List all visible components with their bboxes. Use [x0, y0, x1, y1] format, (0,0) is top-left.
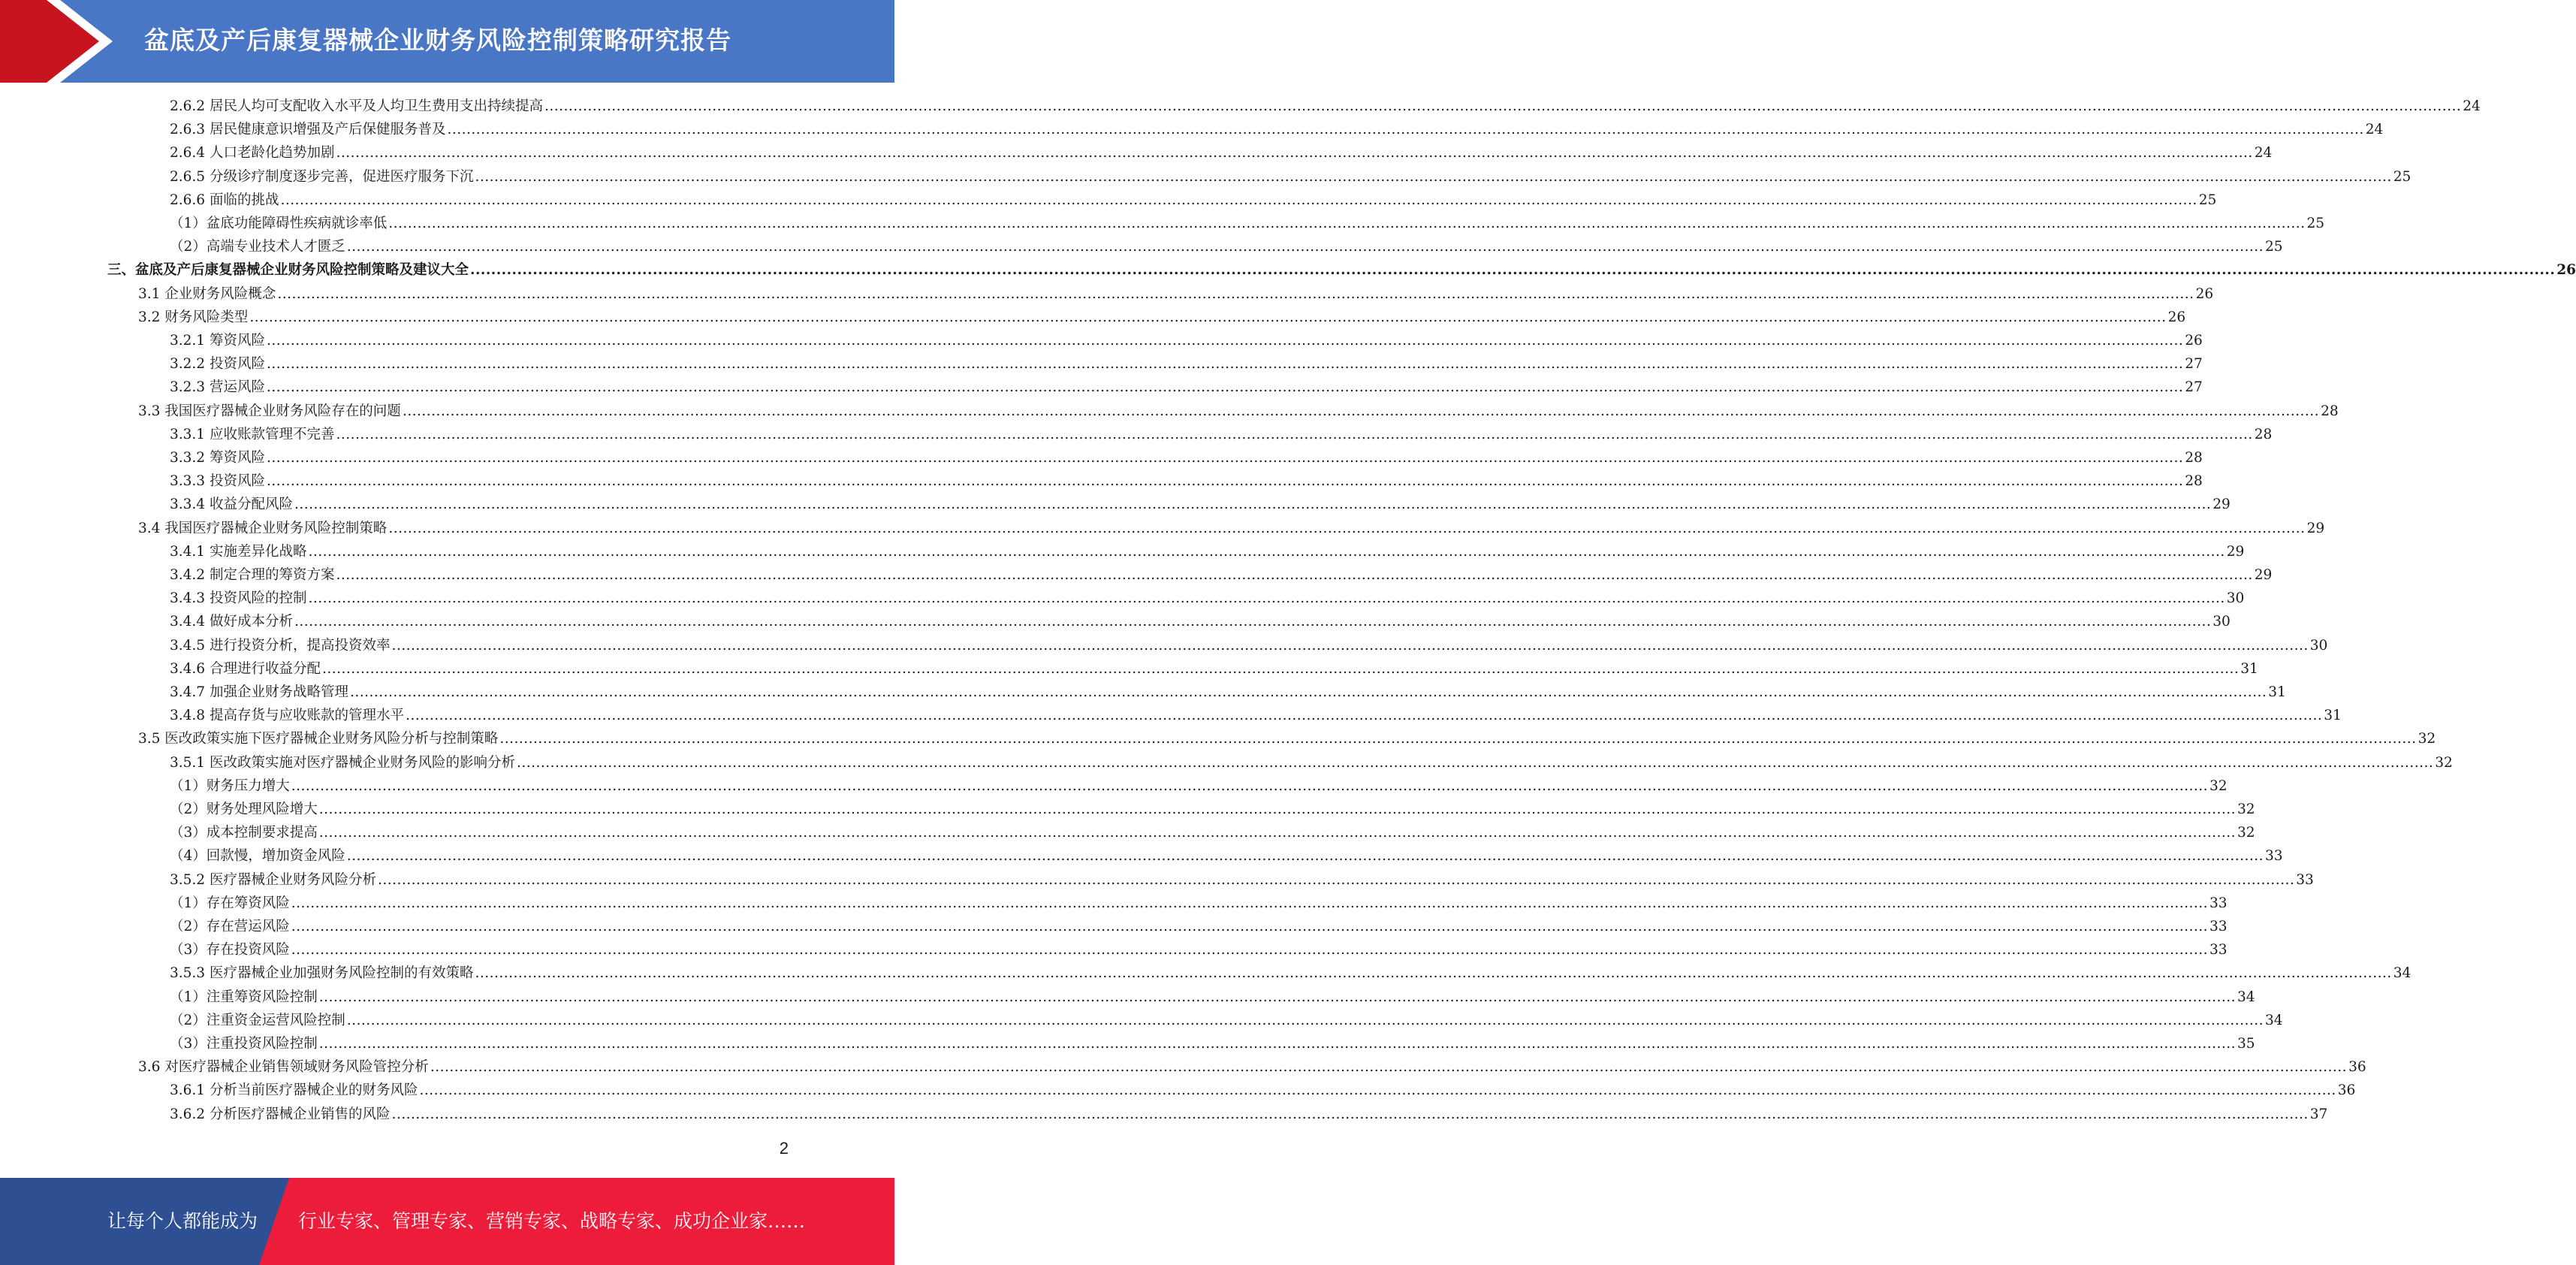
toc-entry[interactable]	[170, 376, 2203, 399]
toc-dot-leader: ................................................................................................................................................................................................................................................................................................................................................................................................................	[336, 567, 2253, 583]
toc-entry-page: 30	[2226, 590, 2245, 607]
toc-entry[interactable]	[170, 446, 2203, 469]
toc-dot-leader: ................................................................................................................................................................................................................................................................................................................................................................................................................	[405, 708, 2323, 724]
toc-entry-title: （3）存在投资风险	[170, 942, 290, 959]
toc-entry[interactable]	[170, 563, 2273, 587]
toc-entry-title: 3.6.1 分析当前医疗器械企业的财务风险	[170, 1082, 418, 1099]
toc-entry-title: 3.3 我国医疗器械企业财务风险存在的问题	[138, 403, 401, 419]
toc-entry-page: 32	[2435, 754, 2453, 771]
toc-dot-leader: ................................................................................................................................................................................................................................................................................................................................................................................................................	[470, 262, 2556, 279]
toc-entry[interactable]	[170, 540, 2245, 563]
toc-dot-leader: ................................................................................................................................................................................................................................................................................................................................................................................................................	[291, 777, 2209, 794]
toc-dot-leader: ................................................................................................................................................................................................................................................................................................................................................................................................................	[318, 1036, 2237, 1052]
toc-entry-page: 33	[2210, 919, 2228, 934]
toc-dot-leader: ................................................................................................................................................................................................................................................................................................................................................................................................................	[391, 1106, 2309, 1122]
toc-entry-title: 3.4.1 实施差异化战略	[170, 543, 307, 560]
toc-entry-title: 3.4.7 加强企业财务战略管理	[170, 684, 348, 700]
toc-entry-title: （1）盆底功能障碍性疾病就诊率低	[170, 216, 388, 231]
toc-entry-page: 29	[2213, 497, 2231, 513]
toc-entry-page: 28	[2321, 403, 2339, 419]
toc-entry-title: 3.2.3 营运风险	[170, 379, 265, 396]
toc-entry[interactable]	[170, 821, 2255, 844]
toc-dot-leader: ................................................................................................................................................................................................................................................................................................................................................................................................................	[419, 1082, 2336, 1099]
toc-dot-leader: ................................................................................................................................................................................................................................................................................................................................................................................................................	[516, 754, 2434, 771]
toc-entry-page: 25	[2198, 192, 2217, 208]
toc-entry[interactable]	[170, 329, 2203, 352]
toc-entry-page: 25	[2265, 239, 2283, 255]
toc-dot-leader: ................................................................................................................................................................................................................................................................................................................................................................................................................	[391, 637, 2309, 654]
toc-entry-title: 3.4 我国医疗器械企业财务风险控制策略	[138, 520, 388, 536]
page-footer	[0, 1178, 894, 1265]
toc-entry-page: 27	[2185, 379, 2203, 396]
toc-entry-page: 27	[2185, 356, 2203, 373]
toc-entry-title: 3.2.2 投资风险	[170, 356, 265, 373]
toc-entry-page: 28	[2185, 473, 2203, 490]
toc-dot-leader: ................................................................................................................................................................................................................................................................................................................................................................................................................	[318, 989, 2237, 1005]
toc-entry[interactable]	[138, 727, 2436, 750]
toc-entry-page: 37	[2309, 1106, 2328, 1122]
toc-entry-page: 34	[2393, 965, 2412, 982]
toc-entry-page: 28	[2185, 450, 2203, 466]
toc-entry[interactable]	[170, 962, 2412, 985]
toc-entry[interactable]	[170, 165, 2412, 189]
toc-entry-page: 36	[2337, 1082, 2356, 1099]
toc-entry[interactable]	[170, 798, 2255, 821]
toc-entry[interactable]	[138, 1055, 2366, 1079]
toc-entry-page: 35	[2237, 1036, 2255, 1052]
toc-entry[interactable]	[170, 634, 2328, 657]
toc-dot-leader: ................................................................................................................................................................................................................................................................................................................................................................................................................	[430, 1059, 2348, 1076]
toc-entry[interactable]	[170, 118, 2384, 141]
toc-entry[interactable]	[170, 235, 2283, 258]
toc-dot-leader: ................................................................................................................................................................................................................................................................................................................................................................................................................	[544, 98, 2462, 114]
toc-entry[interactable]	[170, 95, 2481, 118]
toc-entry-title: 2.6.3 居民健康意识增强及产后保健服务普及	[170, 122, 446, 138]
toc-entry[interactable]	[170, 844, 2283, 868]
toc-entry-title: 3.5.3 医疗器械企业加强财务风险控制的有效策略	[170, 965, 474, 982]
toc-entry-title: 3.3.3 投资风险	[170, 473, 265, 490]
toc-dot-leader: ................................................................................................................................................................................................................................................................................................................................................................................................................	[377, 871, 2295, 888]
toc-entry[interactable]	[170, 892, 2228, 915]
toc-entry-title: 2.6.4 人口老龄化趋势加剧	[170, 145, 335, 162]
toc-dot-leader: ................................................................................................................................................................................................................................................................................................................................................................................................................	[266, 379, 2184, 396]
toc-entry[interactable]	[170, 1032, 2255, 1055]
toc-entry[interactable]	[170, 469, 2203, 493]
toc-entry-page: 28	[2254, 426, 2273, 442]
toc-entry[interactable]	[170, 657, 2258, 681]
footer-slogan-right: 行业专家、管理专家、营销专家、战略专家、成功企业家……	[298, 1210, 806, 1232]
toc-entry[interactable]	[138, 400, 2339, 423]
toc-entry[interactable]	[170, 1079, 2356, 1102]
toc-entry-title: （3）成本控制要求提高	[170, 825, 318, 841]
toc-dot-leader: ................................................................................................................................................................................................................................................................................................................................................................................................................	[266, 473, 2184, 490]
footer-slogan-left: 让每个人都能成为	[107, 1210, 258, 1232]
toc-entry-title: 3.4.8 提高存货与应收账款的管理水平	[170, 708, 404, 724]
toc-entry-title: 3.4.5 进行投资分析，提高投资效率	[170, 637, 391, 654]
toc-dot-leader: ................................................................................................................................................................................................................................................................................................................................................................................................................	[266, 333, 2184, 349]
toc-entry[interactable]	[170, 938, 2228, 962]
toc-entry-page: 30	[2213, 614, 2231, 630]
toc-entry-page: 31	[2324, 708, 2342, 724]
toc-entry-title: （1）存在筹资风险	[170, 895, 290, 911]
toc-dot-leader: ................................................................................................................................................................................................................................................................................................................................................................................................................	[475, 965, 2392, 982]
toc-entry-page: 33	[2210, 895, 2228, 911]
report-title: 盆底及产后康复器械企业财务风险控制策略研究报告	[144, 26, 731, 55]
toc-entry-title: （4）回款慢，增加资金风险	[170, 848, 345, 865]
toc-entry[interactable]	[138, 282, 2214, 306]
toc-entry-title: 3.5.1 医改政策实施对医疗器械企业财务风险的影响分析	[170, 754, 515, 771]
toc-entry-title: 3.5.2 医疗器械企业财务风险分析	[170, 871, 376, 888]
toc-dot-leader: ................................................................................................................................................................................................................................................................................................................................................................................................................	[475, 168, 2392, 185]
toc-entry-page: 26	[2556, 262, 2576, 279]
toc-entry-page: 24	[2463, 98, 2481, 114]
toc-entry-title: （2）存在营运风险	[170, 919, 290, 934]
toc-dot-leader: ................................................................................................................................................................................................................................................................................................................................................................................................................	[349, 684, 2267, 700]
toc-entry[interactable]	[138, 306, 2186, 329]
toc-entry-title: 3.4.4 做好成本分析	[170, 614, 293, 630]
toc-dot-leader: ................................................................................................................................................................................................................................................................................................................................................................................................................	[402, 403, 2320, 419]
toc-entry[interactable]	[170, 610, 2231, 633]
toc-entry-title: 三、盆底及产后康复器械企业财务风险控制策略及建议大全	[107, 262, 469, 279]
toc-entry[interactable]	[170, 141, 2273, 165]
toc-dot-leader: ................................................................................................................................................................................................................................................................................................................................................................................................................	[291, 919, 2209, 934]
toc-dot-leader: ................................................................................................................................................................................................................................................................................................................................................................................................................	[249, 309, 2167, 325]
toc-entry-page: 33	[2265, 848, 2283, 865]
toc-dot-leader: ................................................................................................................................................................................................................................................................................................................................................................................................................	[318, 825, 2237, 841]
toc-entry[interactable]	[170, 352, 2203, 376]
toc-entry-page: 33	[2210, 942, 2228, 959]
toc-entry[interactable]	[170, 423, 2273, 446]
toc-dot-leader: ................................................................................................................................................................................................................................................................................................................................................................................................................	[308, 590, 2225, 607]
toc-entry[interactable]	[170, 986, 2255, 1009]
toc-entry[interactable]	[107, 258, 2576, 282]
toc-entry-page: 34	[2265, 1012, 2283, 1028]
toc-entry[interactable]	[138, 517, 2325, 540]
toc-dot-leader: ................................................................................................................................................................................................................................................................................................................................................................................................................	[499, 731, 2417, 747]
toc-entry-title: 3.4.3 投资风险的控制	[170, 590, 307, 607]
toc-entry-title: 3.4.2 制定合理的筹资方案	[170, 567, 335, 583]
toc-entry-page: 33	[2296, 871, 2314, 888]
toc-entry-page: 32	[2237, 825, 2255, 841]
toc-dot-leader: ................................................................................................................................................................................................................................................................................................................................................................................................................	[336, 145, 2253, 162]
toc-entry-page: 25	[2306, 216, 2325, 231]
toc-entry-page: 26	[2167, 309, 2186, 325]
toc-entry-title: （1）注重筹资风险控制	[170, 989, 318, 1005]
header-red-arrow	[0, 0, 113, 83]
toc-entry-page: 24	[2254, 145, 2273, 162]
toc-entry-page: 31	[2240, 660, 2258, 677]
toc-dot-leader: ................................................................................................................................................................................................................................................................................................................................................................................................................	[388, 216, 2306, 231]
toc-entry-title: 2.6.2 居民人均可支配收入水平及人均卫生费用支出持续提高	[170, 98, 543, 114]
toc-entry[interactable]	[170, 704, 2342, 727]
toc-dot-leader: ................................................................................................................................................................................................................................................................................................................................................................................................................	[346, 1012, 2264, 1028]
toc-dot-leader: ................................................................................................................................................................................................................................................................................................................................................................................................................	[336, 426, 2253, 442]
toc-entry-page: 30	[2309, 637, 2328, 654]
toc-entry-title: 3.6 对医疗器械企业销售领域财务风险管控分析	[138, 1059, 429, 1076]
toc-entry-title: （2）注重资金运营风险控制	[170, 1012, 345, 1028]
toc-dot-leader: ................................................................................................................................................................................................................................................................................................................................................................................................................	[280, 192, 2197, 208]
toc-entry-title: 3.2.1 筹资风险	[170, 333, 265, 349]
toc-entry-title: （1）财务压力增大	[170, 777, 290, 794]
toc-entry-page: 32	[2418, 731, 2436, 747]
toc-entry[interactable]	[170, 915, 2228, 938]
toc-entry-page: 31	[2268, 684, 2286, 700]
toc-entry-page: 32	[2210, 777, 2228, 794]
toc-entry[interactable]	[170, 587, 2245, 610]
toc-entry[interactable]	[170, 868, 2314, 892]
page-number: 2	[779, 1139, 789, 1158]
toc-dot-leader: ................................................................................................................................................................................................................................................................................................................................................................................................................	[346, 848, 2264, 865]
toc-dot-leader: ................................................................................................................................................................................................................................................................................................................................................................................................................	[388, 520, 2306, 536]
toc-entry-page: 34	[2237, 989, 2255, 1005]
toc-entry-title: 3.6.2 分析医疗器械企业销售的风险	[170, 1106, 391, 1122]
toc-entry[interactable]	[170, 212, 2325, 235]
toc-dot-leader: ................................................................................................................................................................................................................................................................................................................................................................................................................	[266, 450, 2184, 466]
toc-entry-page: 26	[2185, 333, 2203, 349]
toc-dot-leader: ................................................................................................................................................................................................................................................................................................................................................................................................................	[294, 614, 2212, 630]
toc-dot-leader: ................................................................................................................................................................................................................................................................................................................................................................................................................	[291, 895, 2209, 911]
toc-dot-leader: ................................................................................................................................................................................................................................................................................................................................................................................................................	[321, 660, 2240, 677]
toc-dot-leader: ................................................................................................................................................................................................................................................................................................................................................................................................................	[291, 942, 2209, 959]
page-header	[0, 0, 894, 83]
toc-entry-page: 29	[2306, 520, 2325, 536]
toc-entry-title: 3.5 医改政策实施下医疗器械企业财务风险分析与控制策略	[138, 731, 499, 747]
toc-entry-page: 32	[2237, 802, 2255, 817]
toc-entry-title: 3.1 企业财务风险概念	[138, 285, 276, 302]
toc-entry[interactable]	[170, 189, 2217, 212]
toc-entry-page: 26	[2195, 285, 2214, 302]
toc-dot-leader: ................................................................................................................................................................................................................................................................................................................................................................................................................	[318, 802, 2237, 817]
toc-dot-leader: ................................................................................................................................................................................................................................................................................................................................................................................................................	[266, 356, 2184, 373]
toc-entry-title: 2.6.6 面临的挑战	[170, 192, 279, 208]
toc-entry[interactable]	[170, 774, 2228, 798]
toc-entry[interactable]	[170, 751, 2453, 774]
toc-entry-page: 25	[2393, 168, 2412, 185]
toc-entry-title: （2）高端专业技术人才匮乏	[170, 239, 345, 255]
toc-entry-page: 36	[2348, 1059, 2366, 1076]
toc-dot-leader: ................................................................................................................................................................................................................................................................................................................................................................................................................	[346, 239, 2264, 255]
toc-entry[interactable]	[170, 1009, 2283, 1032]
toc-entry-page: 29	[2254, 567, 2273, 583]
toc-entry-title: 3.3.1 应收账款管理不完善	[170, 426, 335, 442]
toc-entry-title: （3）注重投资风险控制	[170, 1036, 318, 1052]
toc-entry[interactable]	[170, 681, 2286, 704]
toc-entry-page: 29	[2226, 543, 2245, 560]
toc-dot-leader: ................................................................................................................................................................................................................................................................................................................................................................................................................	[277, 285, 2194, 302]
toc-dot-leader: ................................................................................................................................................................................................................................................................................................................................................................................................................	[294, 497, 2212, 513]
toc-dot-leader: ................................................................................................................................................................................................................................................................................................................................................................................................................	[308, 543, 2225, 560]
toc-entry-title: 3.4.6 合理进行收益分配	[170, 660, 321, 677]
toc-entry-title: 2.6.5 分级诊疗制度逐步完善，促进医疗服务下沉	[170, 168, 474, 185]
toc-entry-title: 3.3.2 筹资风险	[170, 450, 265, 466]
toc-entry[interactable]	[170, 493, 2231, 516]
toc-entry-title: 3.2 财务风险类型	[138, 309, 249, 325]
toc-entry-page: 24	[2365, 122, 2384, 138]
toc-entry-title: （2）财务处理风险增大	[170, 802, 318, 817]
toc-dot-leader: ................................................................................................................................................................................................................................................................................................................................................................................................................	[447, 122, 2364, 138]
toc-entry-title: 3.3.4 收益分配风险	[170, 497, 293, 513]
toc-entry[interactable]	[170, 1103, 2328, 1126]
